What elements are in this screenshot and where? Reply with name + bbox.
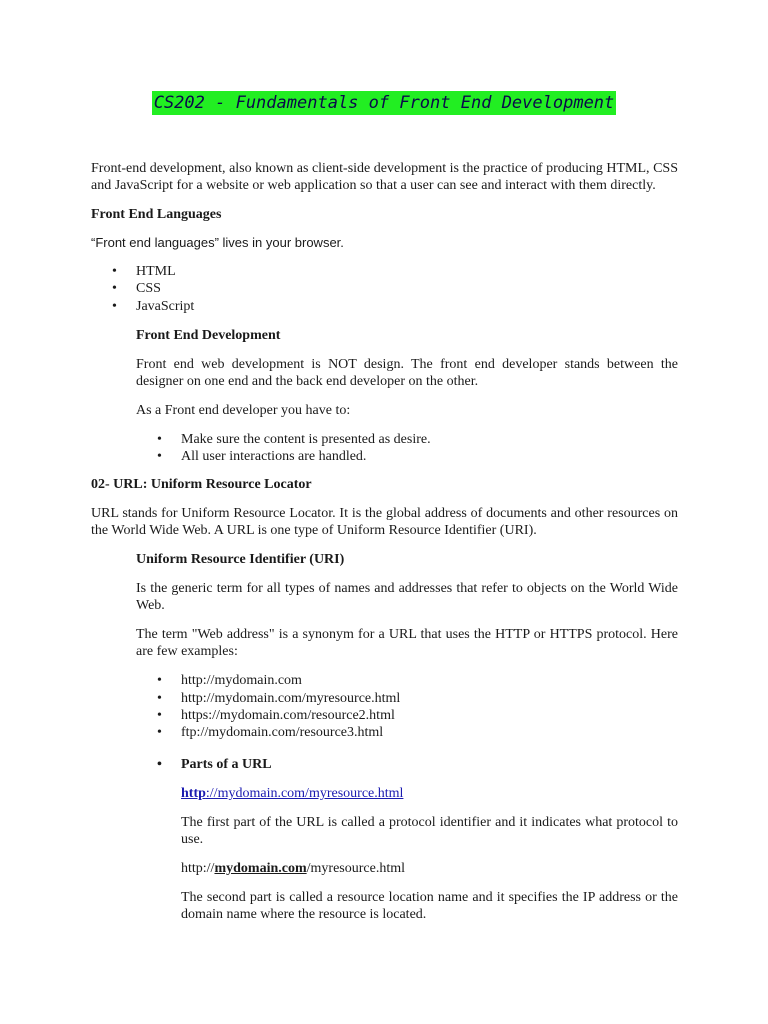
developer-duties-list	[136, 431, 678, 466]
list-item: • All user interactions are handled.	[157, 449, 367, 465]
document-title: CS202 - Fundamentals of Front End Development	[153, 93, 615, 113]
languages-list	[91, 263, 678, 315]
front-end-development-paragraph: Front end web development is NOT design. The front end developer stands between the designer on one end and the back end developer on the other.	[136, 356, 678, 389]
front-end-developer-lead: As a Front end developer you have to:	[136, 402, 351, 418]
bullet-icon: •	[157, 756, 162, 772]
list-item: • HTML	[112, 264, 176, 279]
uri-heading: Uniform Resource Identifier (URI)	[136, 552, 345, 568]
url-example-2: http://mydomain.com/myresource.html	[181, 860, 405, 876]
url-example-1-link[interactable]: http://mydomain.com/myresource.html	[181, 785, 404, 801]
document-body	[91, 160, 678, 923]
bullet-icon: •	[157, 708, 162, 724]
front-end-languages-heading: Front End Languages	[91, 207, 222, 222]
uri-paragraph-2: The term "Web address" is a synonym for a URL that uses the HTTP or HTTPS protocol. Here are few examples:	[136, 627, 678, 660]
front-end-development-heading: Front End Development	[136, 327, 281, 343]
bullet-icon: •	[112, 281, 117, 297]
bullet-icon: •	[157, 725, 162, 741]
bullet-icon: •	[112, 298, 117, 314]
list-item: • CSS	[112, 281, 161, 297]
bullet-icon: •	[157, 673, 162, 689]
list-item: • https://mydomain.com/resource2.html	[157, 708, 395, 724]
bullet-icon: •	[157, 449, 162, 465]
front-end-languages-quote: “Front end languages” lives in your browser.	[91, 235, 344, 250]
url-examples-list	[136, 672, 678, 741]
protocol-paragraph: The first part of the URL is called a protocol identifier and it indicates what protocol to use.	[181, 814, 678, 847]
list-item: • Parts of a URL	[157, 756, 272, 772]
bullet-icon: •	[157, 431, 162, 447]
resource-location-paragraph: The second part is called a resource location name and it specifies the IP address or the domain name where the resource is located.	[181, 889, 678, 922]
intro-paragraph: Front-end development, also known as client-side development is the practice of producing HTML, CSS and JavaScript for a website or web application so that a user can see and interact with them directly.	[91, 161, 678, 193]
bullet-icon: •	[112, 264, 117, 279]
parts-of-url-list	[136, 756, 678, 773]
list-item: • Make sure the content is presented as desire.	[157, 431, 431, 447]
list-item: • http://mydomain.com/myresource.html	[157, 690, 401, 706]
list-item: • JavaScript	[112, 298, 195, 314]
list-item: • ftp://mydomain.com/resource3.html	[157, 725, 384, 741]
domain-highlight: mydomain.com	[214, 860, 307, 876]
url-example-1	[181, 785, 678, 802]
url-heading: 02- URL: Uniform Resource Locator	[91, 477, 312, 493]
bullet-icon: •	[157, 690, 162, 706]
uri-paragraph-1: Is the generic term for all types of names and addresses that refer to objects on the World Wide Web.	[136, 581, 678, 614]
list-item: • http://mydomain.com	[157, 673, 302, 689]
url-paragraph: URL stands for Uniform Resource Locator. It is the global address of documents and other resources on the World Wide Web. A URL is one type of Uniform Resource Identifier (URI).	[91, 506, 678, 539]
